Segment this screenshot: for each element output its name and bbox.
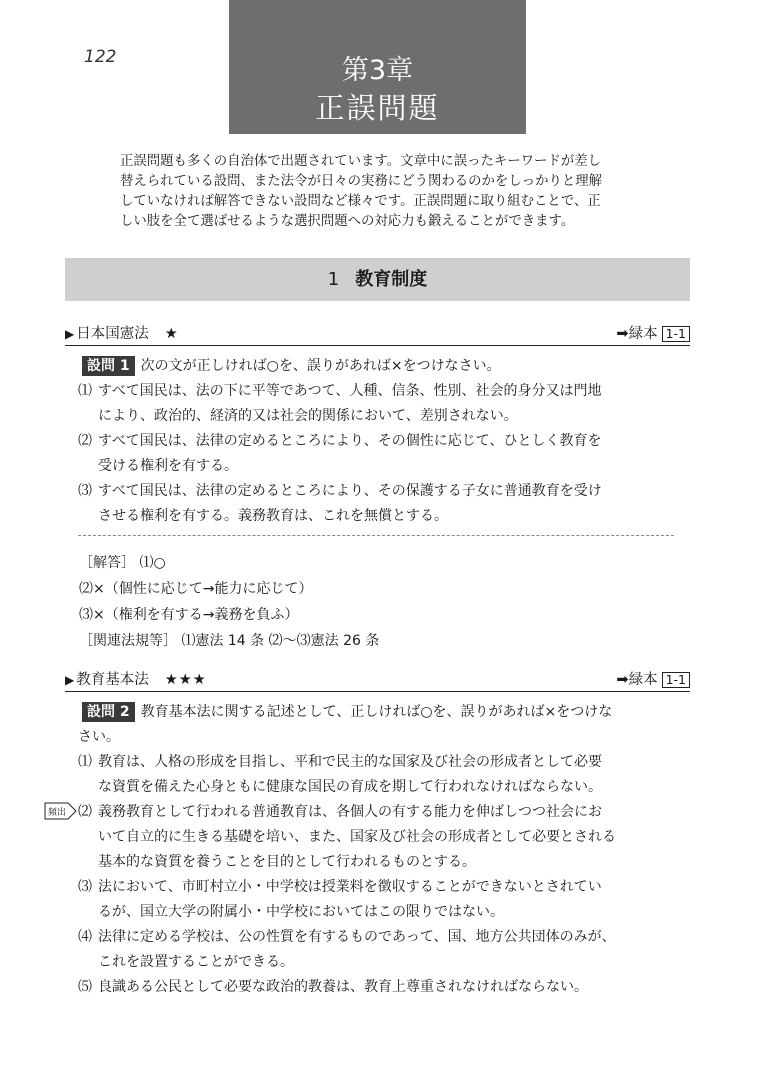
question-item (78, 479, 678, 529)
question-item (78, 750, 678, 800)
reference-link (616, 669, 690, 691)
item-number: ⑵ (78, 804, 92, 820)
triangle-right-icon: ▶ (65, 673, 75, 687)
intro-line: していなければ解答できない設問など様々です。正誤問題に取り組むことで、正 (120, 194, 601, 209)
reference-box: 1-1 (662, 672, 690, 688)
answer-line: ［解答］ ⑴○ (79, 555, 166, 571)
item-number: ⑶ (78, 483, 92, 499)
frequent-badge-icon (44, 801, 78, 821)
question-item (78, 925, 678, 975)
item-number: ⑷ (78, 929, 92, 945)
question-label: 設問 2 (82, 702, 135, 722)
answer-block (79, 550, 679, 654)
item-text: これを設置することができる。 (98, 954, 294, 970)
item-text: すべて国民は、法律の定めるところにより、その個性に応じて、ひとしく教育を (98, 433, 602, 449)
importance-stars: ★ (164, 326, 179, 342)
item-text: 教育は、人格の形成を目指し、平和で民主的な国家及び社会の形成者として必要 (98, 754, 602, 770)
reference-box: 1-1 (662, 326, 690, 342)
question-2 (78, 700, 678, 1000)
section-heading (65, 258, 690, 301)
item-text: により、政治的、経済的又は社会的関係において、差別されない。 (98, 408, 518, 424)
question-item (78, 379, 678, 429)
triangle-right-icon: ▶ (65, 327, 75, 341)
answer-line: ⑵×（個性に応じて→能力に応じて） (79, 581, 313, 597)
intro-line: 替えられている設問、また法令が日々の実務にどう関わるのかをしっかりと理解 (120, 174, 603, 189)
question-item (78, 875, 678, 925)
law-name: 日本国憲法 (76, 326, 149, 342)
item-text: いて自立的に生きる基礎を培い、また、国家及び社会の形成者として必要とされる (98, 829, 616, 845)
intro-line: 正誤問題も多くの自治体で出題されています。文章中に誤ったキーワードが差し (120, 154, 601, 169)
related-laws: ［関連法規等］ ⑴憲法 14 条 ⑵〜⑶憲法 26 条 (79, 633, 380, 649)
law-name: 教育基本法 (76, 672, 149, 688)
divider (78, 535, 674, 536)
item-text: させる権利を有する。義務教育は、これを無償とする。 (98, 508, 448, 524)
question-item (78, 800, 678, 875)
item-text: るが、国立大学の附属小・中学校においてはこの限りではない。 (98, 904, 504, 920)
answer-line: ⑶×（権利を有する→義務を負ふ） (79, 607, 299, 623)
question-1 (78, 354, 678, 529)
law-header-constitution (65, 323, 690, 346)
reference-link (616, 323, 690, 345)
item-text: 義務教育として行われる普通教育は、各個人の有する能力を伸ばしつつ社会にお (98, 804, 602, 820)
item-number: ⑶ (78, 879, 92, 895)
item-text: すべて国民は、法の下に平等であつて、人種、信条、性別、社会的身分又は門地 (98, 383, 602, 399)
intro-line: しい肢を全て選ばせるような選択問題への対応力も鍛えることができます。 (120, 214, 575, 229)
item-number: ⑸ (78, 979, 92, 995)
question-item (78, 429, 678, 479)
page-number: 122 (84, 47, 117, 67)
frequent-badge-label: 頻出 (48, 808, 67, 818)
question-prompt-cont: さい。 (78, 729, 120, 745)
importance-stars: ★★★ (164, 672, 207, 688)
chapter-intro (120, 152, 650, 232)
reference-label: ➡緑本 (616, 672, 658, 688)
question-label: 設問 1 (82, 356, 135, 376)
item-text: 受ける権利を有する。 (98, 458, 238, 474)
item-text: すべて国民は、法律の定めるところにより、その保護する子女に普通教育を受け (98, 483, 602, 499)
law-header-basic-education (65, 669, 690, 692)
section-title: 教育制度 (355, 269, 428, 290)
item-text: 基本的な資質を養うことを目的として行われるものとする。 (98, 854, 476, 870)
chapter-header (229, 0, 526, 134)
section-number: 1 (327, 269, 340, 290)
question-prompt: 次の文が正しければ○を、誤りがあれば×をつけなさい。 (140, 358, 501, 374)
question-item (78, 975, 678, 1000)
chapter-number: 第3章 (341, 55, 414, 86)
chapter-title: 正誤問題 (315, 91, 440, 125)
item-text: 良識ある公民として必要な政治的教養は、教育上尊重されなければならない。 (98, 979, 588, 995)
item-number: ⑴ (78, 754, 92, 770)
item-number: ⑵ (78, 433, 92, 449)
item-text: 法において、市町村立小・中学校は授業料を徴収することができないとされてい (98, 879, 602, 895)
item-text: 法律に定める学校は、公の性質を有するものであって、国、地方公共団体のみが、 (98, 929, 616, 945)
reference-label: ➡緑本 (616, 326, 658, 342)
item-text: な資質を備えた心身ともに健康な国民の育成を期して行われなければならない。 (98, 779, 602, 795)
question-prompt: 教育基本法に関する記述として、正しければ○を、誤りがあれば×をつけな (140, 704, 613, 720)
item-number: ⑴ (78, 383, 92, 399)
